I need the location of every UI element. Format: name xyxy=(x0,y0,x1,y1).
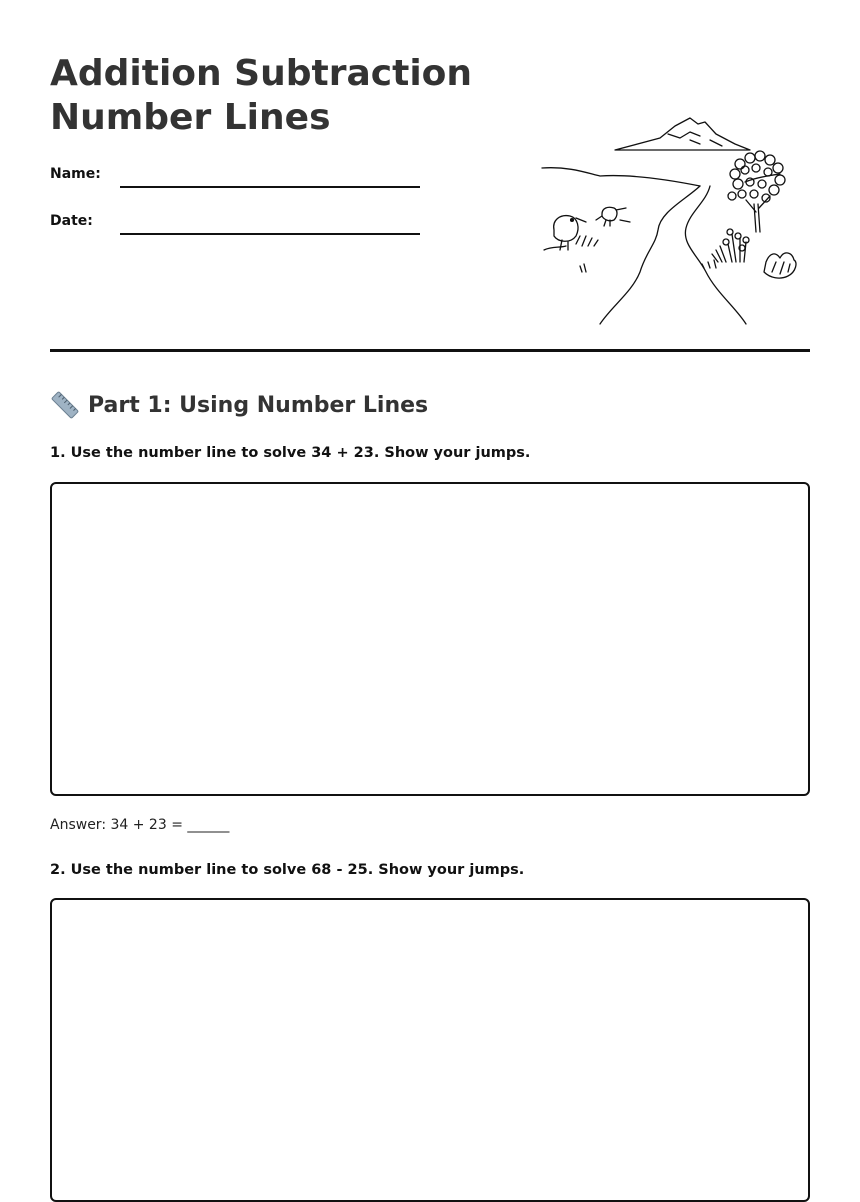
landscape-illustration xyxy=(540,112,810,332)
river-bank-left xyxy=(600,186,700,324)
date-write-line[interactable] xyxy=(120,233,420,235)
part1-heading-text: Part 1: Using Number Lines xyxy=(88,392,429,418)
kiwi-bird-small xyxy=(596,207,630,226)
question-1-work-area[interactable] xyxy=(50,482,810,796)
kiwi-bird-large xyxy=(544,216,586,250)
question-1-prompt: 1. Use the number line to solve 34 + 23. Show your jumps. xyxy=(50,445,531,461)
question-2-work-area[interactable] xyxy=(50,898,810,1202)
mountain-snow xyxy=(668,132,700,138)
date-field[interactable] xyxy=(50,213,420,237)
grass-tufts-left xyxy=(576,236,598,246)
date-label: Date: xyxy=(50,213,93,229)
question-2-prompt: 2. Use the number line to solve 68 - 25. Show your jumps. xyxy=(50,862,525,878)
ruler-icon xyxy=(50,390,80,420)
name-label: Name: xyxy=(50,166,101,182)
flower-bush xyxy=(712,229,749,262)
question-1-answer[interactable]: Answer: 34 + 23 = ______ xyxy=(50,817,230,833)
mountain-shape xyxy=(615,118,750,150)
part1-heading xyxy=(50,388,428,422)
worksheet-title xyxy=(50,52,520,140)
title-line-2: Number Lines xyxy=(50,97,331,138)
tree-canopy xyxy=(728,151,785,202)
name-write-line[interactable] xyxy=(120,186,420,188)
name-field[interactable] xyxy=(50,166,420,190)
title-line-1: Addition Subtraction xyxy=(50,53,473,94)
hills-left xyxy=(542,168,700,186)
header-divider xyxy=(50,349,810,352)
river-bank-right xyxy=(685,186,746,324)
